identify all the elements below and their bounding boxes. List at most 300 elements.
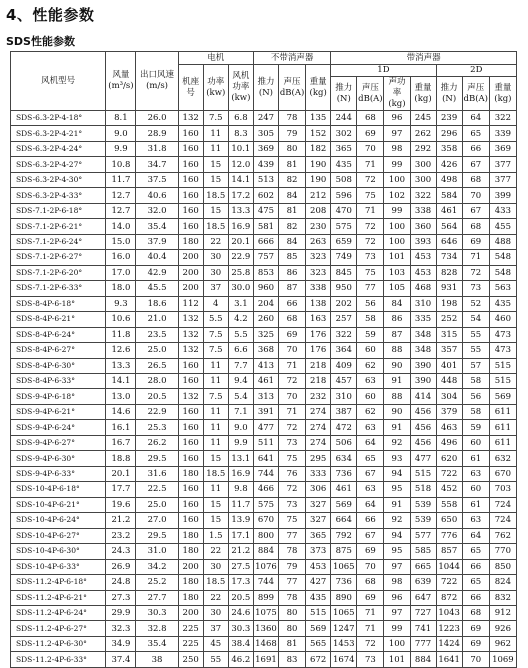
value-cell: 34.9 bbox=[106, 636, 136, 651]
value-cell: 247 bbox=[253, 111, 278, 126]
value-cell: 99 bbox=[384, 203, 410, 218]
value-cell: 77 bbox=[279, 575, 306, 590]
value-cell: 433 bbox=[489, 203, 516, 218]
value-cell: 17.7 bbox=[106, 482, 136, 497]
value-cell: 21.2 bbox=[106, 513, 136, 528]
value-cell: 703 bbox=[489, 482, 516, 497]
value-cell: 5.5 bbox=[203, 312, 228, 327]
value-cell: 69 bbox=[462, 234, 489, 249]
value-cell: 38.4 bbox=[228, 636, 253, 651]
value-cell: 506 bbox=[331, 435, 357, 450]
value-cell: 97 bbox=[384, 606, 410, 621]
value-cell: 369 bbox=[489, 141, 516, 156]
value-cell: 399 bbox=[489, 188, 516, 203]
group-2d-header: 2D bbox=[436, 65, 516, 77]
model-cell: SDS-6.3-2P-4-27° bbox=[11, 157, 106, 172]
value-cell: 1075 bbox=[253, 606, 278, 621]
value-cell: 1065 bbox=[331, 559, 357, 574]
value-cell: 100 bbox=[384, 172, 410, 187]
value-cell: 5.4 bbox=[228, 389, 253, 404]
value-cell: 414 bbox=[410, 389, 436, 404]
model-cell: SDS-7.1-2P-6-27° bbox=[11, 250, 106, 265]
value-cell: 63 bbox=[357, 420, 384, 435]
value-cell: 426 bbox=[436, 157, 462, 172]
value-cell: 92 bbox=[384, 435, 410, 450]
table-body bbox=[11, 111, 517, 668]
value-cell: 28.9 bbox=[136, 126, 178, 141]
value-cell: 1065 bbox=[331, 606, 357, 621]
table-row bbox=[11, 451, 517, 466]
value-cell: 762 bbox=[489, 528, 516, 543]
value-cell: 387 bbox=[331, 404, 357, 419]
value-cell: 18.5 bbox=[203, 575, 228, 590]
value-cell: 300 bbox=[410, 172, 436, 187]
value-cell: 32.3 bbox=[106, 621, 136, 636]
value-cell: 427 bbox=[306, 575, 331, 590]
value-cell: 452 bbox=[436, 482, 462, 497]
value-cell: 456 bbox=[410, 420, 436, 435]
value-cell: 232 bbox=[306, 389, 331, 404]
value-cell: 310 bbox=[331, 389, 357, 404]
table-row bbox=[11, 343, 517, 358]
value-cell: 295 bbox=[306, 451, 331, 466]
value-cell: 31.8 bbox=[136, 141, 178, 156]
table-row bbox=[11, 126, 517, 141]
value-cell: 457 bbox=[331, 373, 357, 388]
value-cell: 569 bbox=[489, 389, 516, 404]
value-cell: 70 bbox=[279, 343, 306, 358]
value-cell: 18.5 bbox=[203, 466, 228, 481]
value-cell: 5.5 bbox=[228, 327, 253, 342]
value-cell: 611 bbox=[489, 435, 516, 450]
col-1d-sound-rate-header: 声功率(kg) bbox=[384, 77, 410, 111]
value-cell: 72 bbox=[279, 420, 306, 435]
value-cell: 98 bbox=[384, 141, 410, 156]
table-row bbox=[11, 234, 517, 249]
value-cell: 11 bbox=[203, 141, 228, 156]
table-row bbox=[11, 420, 517, 435]
value-cell: 86 bbox=[384, 312, 410, 327]
value-cell: 30 bbox=[203, 606, 228, 621]
model-cell: SDS-7.1-2P-6-18° bbox=[11, 203, 106, 218]
value-cell: 17.2 bbox=[228, 188, 253, 203]
value-cell: 200 bbox=[178, 265, 203, 280]
value-cell: 10.1 bbox=[228, 141, 253, 156]
value-cell: 931 bbox=[436, 281, 462, 296]
value-cell: 100 bbox=[384, 636, 410, 651]
value-cell: 31.6 bbox=[136, 466, 178, 481]
value-cell: 82 bbox=[279, 219, 306, 234]
value-cell: 30.0 bbox=[228, 281, 253, 296]
value-cell: 14.1 bbox=[106, 373, 136, 388]
value-cell: 7.5 bbox=[203, 327, 228, 342]
col-motor-power-header: 功率(kw) bbox=[203, 65, 228, 111]
value-cell: 776 bbox=[436, 528, 462, 543]
value-cell: 132 bbox=[178, 389, 203, 404]
table-row bbox=[11, 404, 517, 419]
value-cell: 466 bbox=[253, 482, 278, 497]
model-cell: SDS-8-4P-6-33° bbox=[11, 373, 106, 388]
value-cell: 498 bbox=[436, 172, 462, 187]
value-cell: 508 bbox=[331, 172, 357, 187]
value-cell: 377 bbox=[489, 157, 516, 172]
value-cell: 323 bbox=[306, 265, 331, 280]
value-cell: 94 bbox=[384, 466, 410, 481]
value-cell: 13.1 bbox=[228, 451, 253, 466]
value-cell: 37 bbox=[203, 281, 228, 296]
value-cell: 9.8 bbox=[228, 482, 253, 497]
value-cell: 65 bbox=[462, 575, 489, 590]
col-2d-weight-header: 重量(kg) bbox=[489, 77, 516, 111]
value-cell: 87 bbox=[384, 327, 410, 342]
value-cell: 744 bbox=[253, 466, 278, 481]
value-cell: 101 bbox=[384, 652, 410, 667]
col-thrust-header: 推力(N) bbox=[253, 65, 278, 111]
model-cell: SDS-9-4P-6-27° bbox=[11, 435, 106, 450]
value-cell: 80 bbox=[279, 141, 306, 156]
value-cell: 463 bbox=[436, 420, 462, 435]
value-cell: 365 bbox=[331, 141, 357, 156]
value-cell: 80 bbox=[279, 621, 306, 636]
value-cell: 69 bbox=[357, 544, 384, 559]
value-cell: 60 bbox=[357, 389, 384, 404]
value-cell: 515 bbox=[489, 358, 516, 373]
value-cell: 777 bbox=[410, 636, 436, 651]
value-cell: 27.5 bbox=[228, 559, 253, 574]
value-cell: 24.6 bbox=[228, 606, 253, 621]
value-cell: 515 bbox=[410, 466, 436, 481]
value-cell: 160 bbox=[178, 482, 203, 497]
value-cell: 37.5 bbox=[136, 172, 178, 187]
value-cell: 17.3 bbox=[228, 575, 253, 590]
value-cell: 70 bbox=[462, 188, 489, 203]
value-cell: 17.0 bbox=[106, 265, 136, 280]
value-cell: 17.1 bbox=[228, 528, 253, 543]
value-cell: 16.7 bbox=[106, 435, 136, 450]
with-silencer-group-header: 带消声器 bbox=[331, 52, 517, 65]
value-cell: 890 bbox=[331, 590, 357, 605]
value-cell: 884 bbox=[253, 544, 278, 559]
value-cell: 88 bbox=[384, 343, 410, 358]
value-cell: 80 bbox=[279, 606, 306, 621]
value-cell: 37 bbox=[203, 621, 228, 636]
value-cell: 358 bbox=[436, 141, 462, 156]
value-cell: 73 bbox=[279, 497, 306, 512]
value-cell: 180 bbox=[178, 575, 203, 590]
value-cell: 21.0 bbox=[136, 312, 178, 327]
value-cell: 79 bbox=[279, 126, 306, 141]
performance-table bbox=[10, 51, 517, 668]
model-cell: SDS-6.3-2P-4-18° bbox=[11, 111, 106, 126]
value-cell: 13.3 bbox=[228, 203, 253, 218]
value-cell: 75 bbox=[279, 513, 306, 528]
value-cell: 20.1 bbox=[106, 466, 136, 481]
value-cell: 853 bbox=[253, 265, 278, 280]
value-cell: 456 bbox=[410, 404, 436, 419]
table-row bbox=[11, 652, 517, 667]
value-cell: 11.7 bbox=[106, 172, 136, 187]
value-cell: 26.2 bbox=[136, 435, 178, 450]
value-cell: 71 bbox=[357, 621, 384, 636]
value-cell: 18.0 bbox=[106, 281, 136, 296]
value-cell: 66 bbox=[462, 559, 489, 574]
value-cell: 34.7 bbox=[136, 157, 178, 172]
value-cell: 665 bbox=[410, 559, 436, 574]
value-cell: 208 bbox=[306, 203, 331, 218]
value-cell: 373 bbox=[306, 544, 331, 559]
value-cell: 96 bbox=[384, 590, 410, 605]
value-cell: 31.0 bbox=[136, 544, 178, 559]
value-cell: 78 bbox=[279, 590, 306, 605]
value-cell: 377 bbox=[489, 172, 516, 187]
value-cell: 1.5 bbox=[203, 528, 228, 543]
value-cell: 29.9 bbox=[106, 606, 136, 621]
value-cell: 77 bbox=[279, 528, 306, 543]
value-cell: 37.9 bbox=[136, 234, 178, 249]
value-cell: 18.5 bbox=[203, 188, 228, 203]
value-cell: 15 bbox=[203, 451, 228, 466]
model-cell: SDS-11.2-4P-6-24° bbox=[11, 606, 106, 621]
value-cell: 274 bbox=[306, 404, 331, 419]
value-cell: 132 bbox=[178, 343, 203, 358]
value-cell: 132 bbox=[178, 327, 203, 342]
value-cell: 72 bbox=[357, 219, 384, 234]
value-cell: 38 bbox=[136, 652, 178, 667]
value-cell: 7.1 bbox=[228, 404, 253, 419]
value-cell: 101 bbox=[384, 250, 410, 265]
model-cell: SDS-7.1-2P-6-20° bbox=[11, 265, 106, 280]
model-cell: SDS-11.2-4P-6-33° bbox=[11, 652, 106, 667]
value-cell: 448 bbox=[436, 373, 462, 388]
value-cell: 16.1 bbox=[106, 420, 136, 435]
value-cell: 96 bbox=[384, 111, 410, 126]
value-cell: 105 bbox=[384, 281, 410, 296]
value-cell: 563 bbox=[489, 281, 516, 296]
col-2d-thrust-header: 推力(N) bbox=[436, 77, 462, 111]
value-cell: 1424 bbox=[436, 636, 462, 651]
value-cell: 63 bbox=[462, 513, 489, 528]
table-row bbox=[11, 389, 517, 404]
value-cell: 35.4 bbox=[136, 636, 178, 651]
value-cell: 19.6 bbox=[106, 497, 136, 512]
value-cell: 37.4 bbox=[106, 652, 136, 667]
value-cell: 584 bbox=[436, 188, 462, 203]
table-row bbox=[11, 466, 517, 481]
value-cell: 8.1 bbox=[106, 111, 136, 126]
value-cell: 84 bbox=[279, 234, 306, 249]
value-cell: 960 bbox=[253, 281, 278, 296]
value-cell: 16.9 bbox=[228, 219, 253, 234]
value-cell: 379 bbox=[436, 404, 462, 419]
value-cell: 672 bbox=[306, 652, 331, 667]
value-cell: 9.0 bbox=[228, 420, 253, 435]
value-cell: 82 bbox=[279, 172, 306, 187]
value-cell: 409 bbox=[331, 358, 357, 373]
value-cell: 60 bbox=[357, 343, 384, 358]
value-cell: 24.3 bbox=[106, 544, 136, 559]
value-cell: 218 bbox=[306, 373, 331, 388]
value-cell: 26.0 bbox=[136, 111, 178, 126]
value-cell: 190 bbox=[306, 172, 331, 187]
value-cell: 212 bbox=[306, 188, 331, 203]
value-cell: 160 bbox=[178, 219, 203, 234]
value-cell: 749 bbox=[331, 250, 357, 265]
value-cell: 70 bbox=[357, 141, 384, 156]
value-cell: 884 bbox=[410, 652, 436, 667]
value-cell: 160 bbox=[178, 141, 203, 156]
value-cell: 98 bbox=[384, 575, 410, 590]
value-cell: 56 bbox=[462, 389, 489, 404]
value-cell: 94 bbox=[384, 528, 410, 543]
table-row bbox=[11, 250, 517, 265]
value-cell: 515 bbox=[489, 373, 516, 388]
value-cell: 225 bbox=[178, 621, 203, 636]
value-cell: 611 bbox=[489, 404, 516, 419]
value-cell: 97 bbox=[384, 126, 410, 141]
value-cell: 357 bbox=[436, 343, 462, 358]
value-cell: 73 bbox=[357, 652, 384, 667]
value-cell: 16.0 bbox=[106, 250, 136, 265]
value-cell: 477 bbox=[410, 451, 436, 466]
value-cell: 339 bbox=[489, 126, 516, 141]
model-cell: SDS-8-4P-6-27° bbox=[11, 343, 106, 358]
value-cell: 1076 bbox=[253, 559, 278, 574]
value-cell: 13.0 bbox=[106, 389, 136, 404]
value-cell: 327 bbox=[306, 497, 331, 512]
table-row bbox=[11, 513, 517, 528]
value-cell: 1069 bbox=[489, 652, 516, 667]
value-cell: 950 bbox=[331, 281, 357, 296]
model-cell: SDS-9-4P-6-30° bbox=[11, 451, 106, 466]
value-cell: 63 bbox=[357, 373, 384, 388]
value-cell: 496 bbox=[436, 435, 462, 450]
value-cell: 160 bbox=[178, 157, 203, 172]
value-cell: 245 bbox=[410, 111, 436, 126]
table-row bbox=[11, 157, 517, 172]
table-row bbox=[11, 575, 517, 590]
value-cell: 58 bbox=[462, 404, 489, 419]
value-cell: 55 bbox=[203, 652, 228, 667]
value-cell: 304 bbox=[436, 389, 462, 404]
model-cell: SDS-8-4P-6-18° bbox=[11, 296, 106, 311]
no-silencer-group-header: 不带消声器 bbox=[253, 52, 330, 65]
value-cell: 1360 bbox=[253, 621, 278, 636]
col-1d-weight-header: 重量(kg) bbox=[410, 77, 436, 111]
value-cell: 81 bbox=[279, 203, 306, 218]
value-cell: 91 bbox=[384, 373, 410, 388]
value-cell: 83 bbox=[279, 652, 306, 667]
value-cell: 93 bbox=[384, 451, 410, 466]
value-cell: 25.8 bbox=[228, 265, 253, 280]
model-cell: SDS-8-4P-6-30° bbox=[11, 358, 106, 373]
value-cell: 75 bbox=[357, 188, 384, 203]
value-cell: 857 bbox=[436, 544, 462, 559]
value-cell: 55 bbox=[462, 343, 489, 358]
value-cell: 68 bbox=[357, 575, 384, 590]
value-cell: 620 bbox=[436, 451, 462, 466]
model-cell: SDS-10-4P-6-21° bbox=[11, 497, 106, 512]
value-cell: 461 bbox=[331, 482, 357, 497]
value-cell: 1044 bbox=[436, 559, 462, 574]
value-cell: 322 bbox=[410, 188, 436, 203]
model-cell: SDS-8-4P-6-21° bbox=[11, 312, 106, 327]
value-cell: 348 bbox=[410, 343, 436, 358]
value-cell: 84 bbox=[279, 188, 306, 203]
value-cell: 11 bbox=[203, 373, 228, 388]
value-cell: 71 bbox=[462, 250, 489, 265]
section-heading: 4、性能参数 bbox=[6, 6, 95, 24]
table-row bbox=[11, 590, 517, 605]
value-cell: 176 bbox=[306, 343, 331, 358]
value-cell: 327 bbox=[306, 513, 331, 528]
value-cell: 54 bbox=[462, 312, 489, 327]
model-cell: SDS-10-4P-6-30° bbox=[11, 544, 106, 559]
value-cell: 67 bbox=[462, 157, 489, 172]
value-cell: 68 bbox=[357, 111, 384, 126]
value-cell: 67 bbox=[462, 203, 489, 218]
value-cell: 225 bbox=[178, 636, 203, 651]
value-cell: 160 bbox=[178, 188, 203, 203]
table-row bbox=[11, 219, 517, 234]
value-cell: 180 bbox=[178, 466, 203, 481]
value-cell: 296 bbox=[436, 126, 462, 141]
value-cell: 300 bbox=[410, 157, 436, 172]
value-cell: 15 bbox=[203, 172, 228, 187]
value-cell: 25.2 bbox=[136, 575, 178, 590]
value-cell: 239 bbox=[436, 111, 462, 126]
value-cell: 11.8 bbox=[106, 327, 136, 342]
value-cell: 20.5 bbox=[228, 590, 253, 605]
value-cell: 69 bbox=[357, 590, 384, 605]
value-cell: 12.7 bbox=[106, 188, 136, 203]
value-cell: 744 bbox=[253, 575, 278, 590]
value-cell: 1674 bbox=[331, 652, 357, 667]
value-cell: 539 bbox=[410, 513, 436, 528]
value-cell: 539 bbox=[410, 497, 436, 512]
value-cell: 67 bbox=[357, 466, 384, 481]
model-cell: SDS-8-4P-6-24° bbox=[11, 327, 106, 342]
value-cell: 180 bbox=[178, 544, 203, 559]
table-row bbox=[11, 203, 517, 218]
value-cell: 413 bbox=[253, 358, 278, 373]
value-cell: 639 bbox=[410, 575, 436, 590]
value-cell: 204 bbox=[253, 296, 278, 311]
value-cell: 23.2 bbox=[106, 528, 136, 543]
value-cell: 75 bbox=[279, 451, 306, 466]
value-cell: 67 bbox=[357, 528, 384, 543]
value-cell: 1223 bbox=[436, 621, 462, 636]
value-cell: 569 bbox=[306, 621, 331, 636]
value-cell: 722 bbox=[436, 466, 462, 481]
value-cell: 11 bbox=[203, 482, 228, 497]
value-cell: 11 bbox=[203, 358, 228, 373]
value-cell: 65 bbox=[357, 451, 384, 466]
value-cell: 63 bbox=[462, 466, 489, 481]
value-cell: 11 bbox=[203, 420, 228, 435]
value-cell: 305 bbox=[253, 126, 278, 141]
value-cell: 76 bbox=[279, 466, 306, 481]
value-cell: 634 bbox=[331, 451, 357, 466]
value-cell: 1691 bbox=[253, 652, 278, 667]
value-cell: 4 bbox=[203, 296, 228, 311]
value-cell: 35.4 bbox=[136, 219, 178, 234]
value-cell: 18.5 bbox=[203, 219, 228, 234]
value-cell: 60 bbox=[462, 435, 489, 450]
value-cell: 322 bbox=[331, 327, 357, 342]
value-cell: 180 bbox=[178, 590, 203, 605]
value-cell: 28.0 bbox=[136, 373, 178, 388]
value-cell: 7.7 bbox=[228, 358, 253, 373]
